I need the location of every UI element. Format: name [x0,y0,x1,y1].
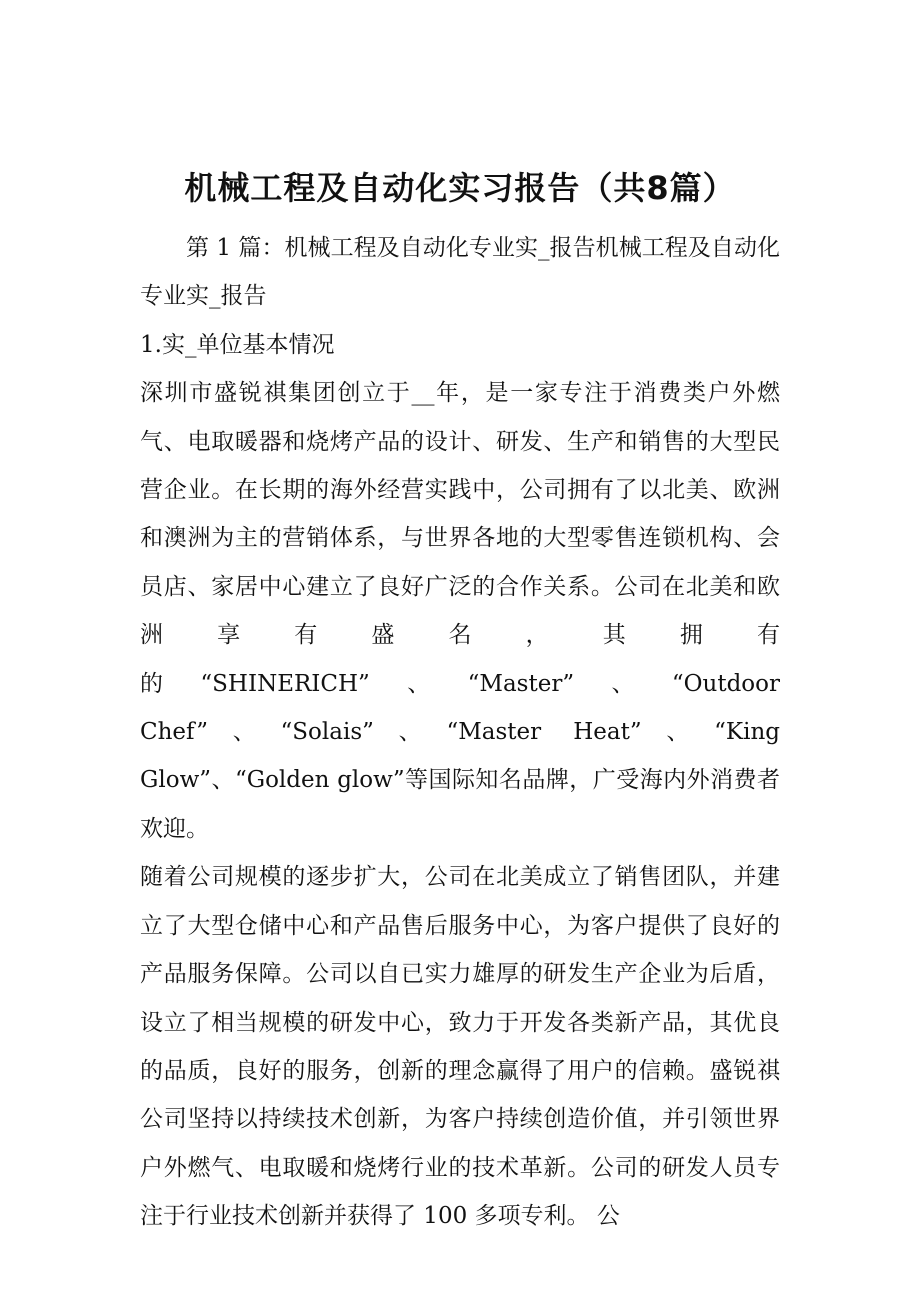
paragraph-company-intro: 深圳市盛锐祺集团创立于__年，是一家专注于消费类户外燃气、电取暖器和烧烤产品的设计、研发、生产和销售的大型民营企业。在长期的海外经营实践中，公司拥有了以北美、欧洲和澳洲为主的营销体系，与世界各地的大型零售连锁机构、会员店、家居中心建立了良好广泛的合作关系。公司在北美和欧洲享有盛名，其拥有的“SHINERICH”、“Master”、“Outdoor Chef”、“Solais”、“Master Heat”、“King Glow”、“Golden glow”等国际知名品牌，广受海内外消费者欢迎。 [140,380,780,842]
document-body [140,224,780,1241]
paragraph-section-heading: 1.实_单位基本情况 [140,331,335,358]
paragraph-company-growth: 随着公司规模的逐步扩大，公司在北美成立了销售团队，并建立了大型仓储中心和产品售后服务中心，为客户提供了良好的产品服务保障。公司以自已实力雄厚的研发生产企业为后盾，设立了相当规模的研发中心，致力于开发各类新产品，其优良的品质，良好的服务，创新的理念赢得了用户的信赖。盛锐祺公司坚持以持续技术创新，为客户持续创造价值，并引领世界户外燃气、电取暖和烧烤行业的技术革新。公司的研发人员专注于行业技术创新并获得了 100 多项专利。 公 [140,864,780,1230]
document-title: 机械工程及自动化实习报告（共8篇） [184,169,736,208]
paragraph-chapter-heading: 第 1 篇：机械工程及自动化专业实_报告机械工程及自动化专业实_报告 [140,235,780,310]
